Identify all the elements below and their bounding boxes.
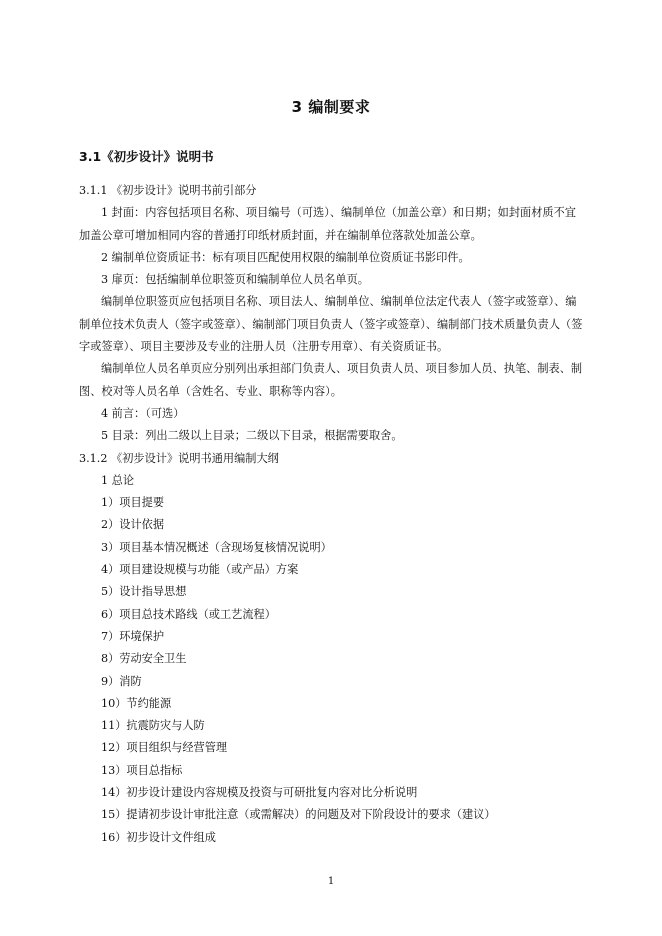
subsection-heading-3-1-1: 3.1.1 《初步设计》说明书前引部分 — [79, 184, 257, 197]
paragraph-contents: 5 目录：列出二级以上目录；二级以下目录，根据需要取舍。 — [101, 429, 403, 443]
list-item: 3）项目基本情况概述（含现场复核情况说明） — [101, 540, 332, 554]
list-item: 10）节约能源 — [101, 696, 172, 710]
list-item: 13）项目总指标 — [101, 763, 183, 777]
list-item: 4）项目建设规模与功能（或产品）方案 — [101, 563, 299, 577]
list-item: 1）项目提要 — [101, 496, 165, 510]
list-item: 2）设计依据 — [101, 518, 165, 532]
paragraph-preface: 4 前言：（可选） — [101, 406, 185, 420]
page-number: 1 — [327, 876, 335, 887]
list-item: 12）项目组织与经营管理 — [101, 741, 228, 755]
list-item: 6）项目总技术路线（或工艺流程） — [101, 607, 276, 621]
paragraph-qualification: 2 编制单位资质证书：标有项目匹配使用权限的编制单位资质证书影印件。 — [101, 250, 470, 264]
list-item: 11）抗震防灾与人防 — [101, 719, 205, 733]
outline-intro: 1 总论 — [101, 473, 135, 487]
outline-list — [79, 492, 583, 849]
paragraph-staff-list: 编制单位人员名单页应分别列出承担部门负责人、项目负责人员、项目参加人员、执笔、制表、制图、校对等人员名单（含姓名、专业、职称等内容）。 — [79, 362, 583, 398]
list-item: 7）环境保护 — [101, 629, 165, 643]
section-heading: 3.1《初步设计》说明书 — [79, 149, 214, 164]
list-item: 14）初步设计建设内容规模及投资与可研批复内容对比分析说明 — [101, 786, 418, 800]
list-item: 9）消防 — [101, 674, 142, 688]
paragraph-signature-page: 编制单位职签页应包括项目名称、项目法人、编制单位、编制单位法定代表人（签字或签章）、编制单位技术负责人（签字或签章）、编制部门项目负责人（签字或签章）、编制部门技术质量负责人（签字或签章）、项目主要涉及专业的注册人员（注册专用章）、有关资质证书。 — [79, 295, 583, 354]
list-item: 16）初步设计文件组成 — [101, 830, 216, 844]
paragraph-cover: 1 封面：内容包括项目名称、项目编号（可选）、编制单位（加盖公章）和日期；如封面材质不宜加盖公章可增加相同内容的普通打印纸材质封面，并在编制单位落款处加盖公章。 — [79, 206, 576, 242]
paragraph-title-page: 3 扉页：包括编制单位职签页和编制单位人员名单页。 — [101, 273, 369, 287]
list-item: 8）劳动安全卫生 — [101, 652, 187, 666]
subsection-heading-3-1-2: 3.1.2 《初步设计》说明书通用编制大纲 — [79, 451, 279, 465]
list-item: 5）设计指导思想 — [101, 585, 187, 599]
list-item: 15）提请初步设计审批注意（或需解决）的问题及对下阶段设计的要求（建议） — [101, 808, 496, 822]
document-body — [79, 180, 583, 849]
page-title: 3 编制要求 — [291, 98, 371, 116]
